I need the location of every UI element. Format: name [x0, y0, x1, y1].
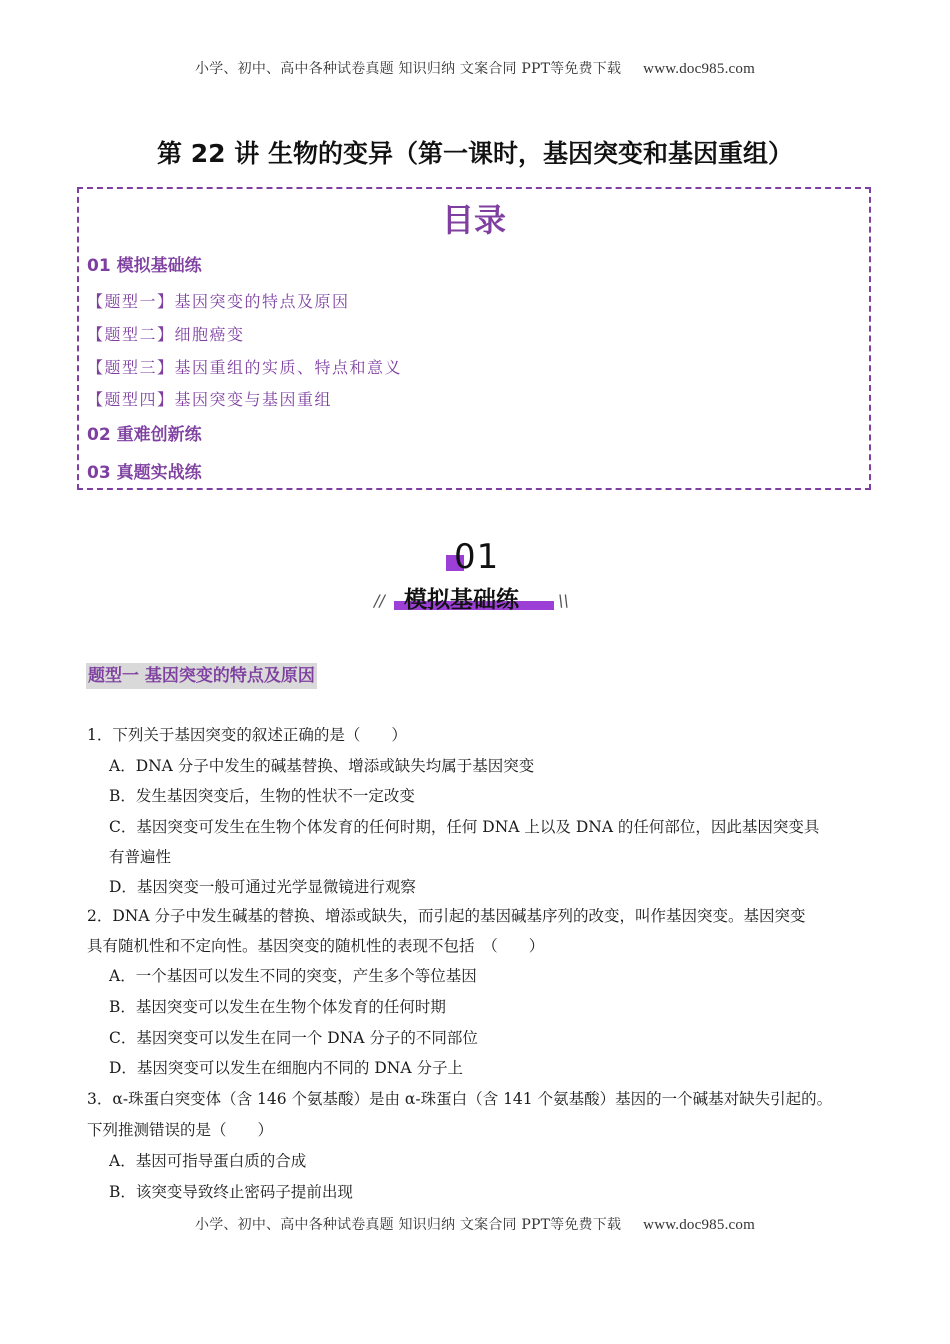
question-3-option-a[interactable]: A．基因可指导蛋白质的合成 [109, 1152, 307, 1170]
toc-item-type-2[interactable]: 【题型二】细胞癌变 [87, 325, 245, 344]
footer-site-link[interactable]: www.doc985.com [643, 1217, 755, 1233]
question-1-option-b[interactable]: B．发生基因突变后，生物的性状不一定改变 [109, 787, 415, 805]
banner-right-mark: \\ [558, 591, 569, 610]
banner-title: 模拟基础练 [404, 587, 519, 613]
toc-item-type-3[interactable]: 【题型三】基因重组的实质、特点和意义 [87, 358, 403, 377]
question-2-stem: 2．DNA 分子中发生碱基的替换、增添或缺失，而引起的基因碱基序列的改变，叫作基因突变。基因突变 [87, 907, 806, 925]
header-text: 小学、初中、高中各种试卷真题 知识归纳 文案合同 PPT等免费下载 [195, 61, 622, 77]
toc-heading: 目录 [441, 201, 506, 239]
toc-item-type-4[interactable]: 【题型四】基因突变与基因重组 [87, 390, 333, 409]
banner-left-mark: // [374, 591, 385, 610]
toc-item-type-1[interactable]: 【题型一】基因突变的特点及原因 [87, 292, 350, 311]
toc-item-section-03[interactable]: 03 真题实战练 [87, 463, 202, 483]
question-2-stem-cont: 具有随机性和不定向性。基因突变的随机性的表现不包括 （ ） [87, 937, 545, 955]
question-3-option-b[interactable]: B．该突变导致终止密码子提前出现 [109, 1183, 353, 1201]
question-2-option-c[interactable]: C．基因突变可以发生在同一个 DNA 分子的不同部位 [109, 1029, 478, 1047]
question-1-option-a[interactable]: A．DNA 分子中发生的碱基替换、增添或缺失均属于基因突变 [109, 757, 535, 775]
question-1-option-d[interactable]: D．基因突变一般可通过光学显微镜进行观察 [109, 878, 416, 896]
question-2-option-b[interactable]: B．基因突变可以发生在生物个体发育的任何时期 [109, 998, 446, 1016]
toc-item-section-02[interactable]: 02 重难创新练 [87, 425, 202, 445]
page-header [0, 58, 950, 78]
question-2-option-a[interactable]: A．一个基因可以发生不同的突变，产生多个等位基因 [109, 967, 477, 985]
question-1-option-c-cont: 有普遍性 [109, 848, 172, 866]
footer-text: 小学、初中、高中各种试卷真题 知识归纳 文案合同 PPT等免费下载 [195, 1217, 622, 1233]
question-3-stem: 3．α-珠蛋白突变体（含 146 个氨基酸）是由 α-珠蛋白（含 141 个氨基酸）基因的一个碱基对缺失引起的。 [87, 1090, 833, 1108]
page-footer [0, 1214, 950, 1234]
question-1-stem: 1．下列关于基因突变的叙述正确的是（ ） [87, 726, 407, 744]
banner-number: 01 [454, 537, 500, 577]
section-label: 题型一 基因突变的特点及原因 [86, 663, 317, 689]
section-banner [370, 535, 580, 625]
question-3-stem-cont: 下列推测错误的是（ ） [87, 1121, 274, 1139]
table-of-contents [77, 187, 871, 490]
question-1-option-c[interactable]: C．基因突变可发生在生物个体发育的任何时期，任何 DNA 上以及 DNA 的任何部位，因此基因突变具 [109, 818, 820, 836]
document-title: 第 22 讲 生物的变异（第一课时，基因突变和基因重组） [157, 139, 793, 168]
question-2-option-d[interactable]: D．基因突变可以发生在细胞内不同的 DNA 分子上 [109, 1059, 463, 1077]
toc-item-section-01[interactable]: 01 模拟基础练 [87, 256, 202, 276]
header-site-link[interactable]: www.doc985.com [643, 61, 755, 77]
